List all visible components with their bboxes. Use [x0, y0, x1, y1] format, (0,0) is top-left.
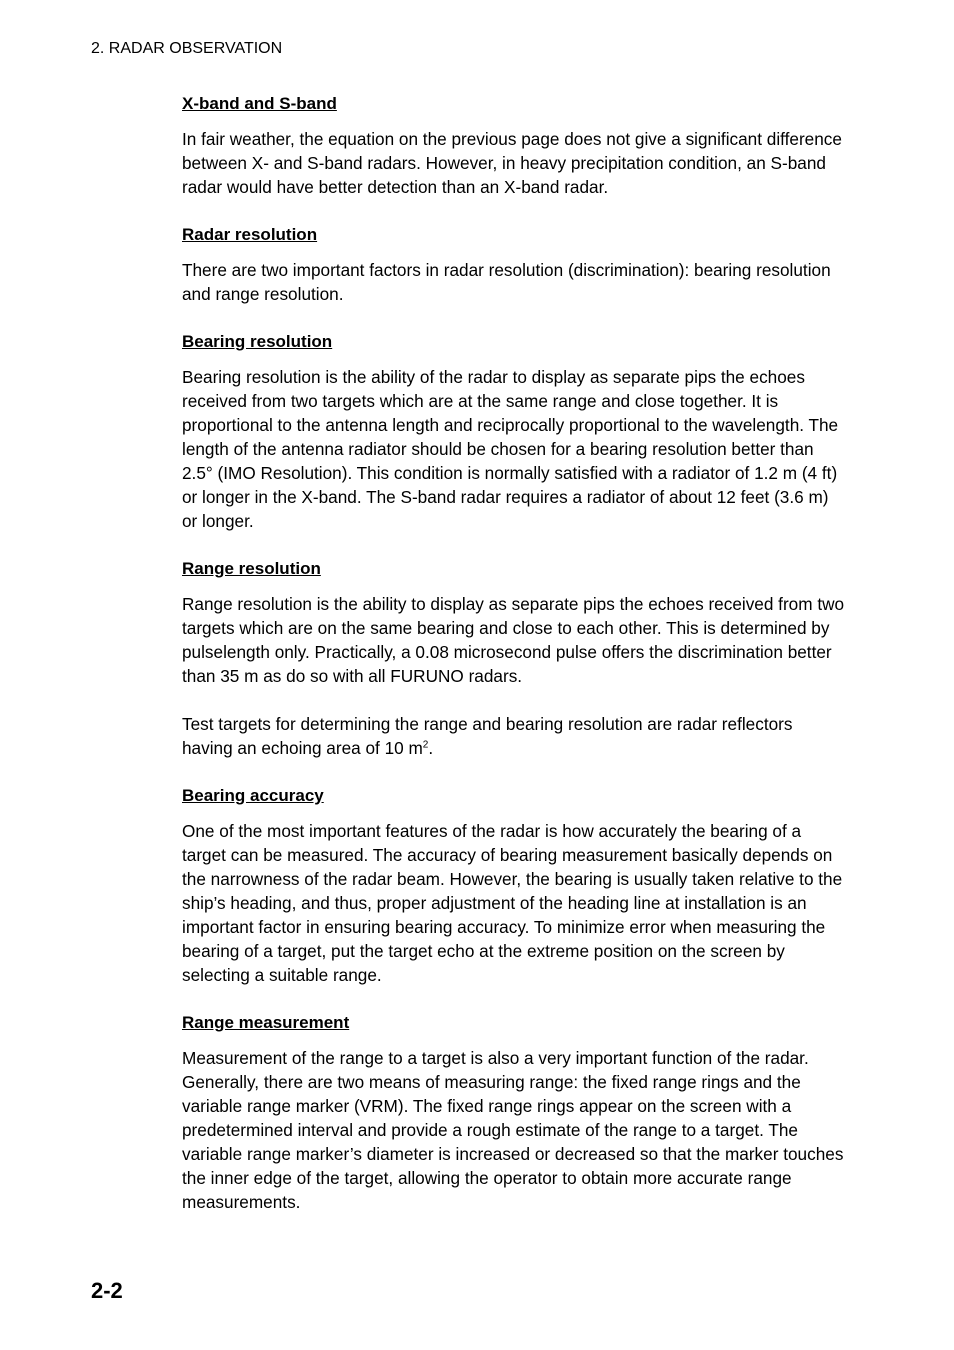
heading-bearing-accuracy: Bearing accuracy: [182, 786, 324, 805]
paragraph-bearing-accuracy: One of the most important features of the radar is how accurately the bearing of a target can be measured. The accuracy of bearing measurement basically depends on the narrowness of the radar beam. However, the bearing is usually taken relative to the ship’s heading, and thus, proper adjustment of the heading line at installation is an important factor in ensuring bearing accuracy. To minimize error when measuring the bearing of a target, put the target echo at the extreme position on the screen by selecting a suitable range.: [182, 821, 843, 985]
paragraph-bearing-resolution: Bearing resolution is the ability of the radar to display as separate pips the echoes received from two targets which are at the same range and close together. It is proportional to the antenna length and reciprocally proportional to the wavelength. The length of the antenna radiator should be chosen for a bearing resolution better than 2.5° (IMO Resolution). This condition is normally satisfied with a radiator of 1.2 m (4 ft) or longer in the X-band. The S-band radar requires a radiator of about 12 feet (3.6 m) or longer.: [182, 367, 839, 531]
test-targets-period: .: [428, 738, 434, 758]
superscript-squared: 2: [422, 739, 429, 751]
paragraph-range-measurement: Measurement of the range to a target is also a very important function of the radar. Generally, there are two means of measuring range: the fixed range rings and the variable range marker (VRM). The fixed range rings appear on the screen with a predetermined interval and provide a rough estimate of the range to a target. The variable range marker’s diameter is increased or decreased so that the marker touches the inner edge of the target, allowing the operator to obtain more accurate range measurements.: [182, 1048, 844, 1212]
test-targets-text: Test targets for determining the range and bearing resolution are radar reflectors having an echoing area of 10 m: [182, 714, 793, 758]
paragraph-range-resolution: Range resolution is the ability to display as separate pips the echoes received from two targets which are on the same bearing and close to each other. This is determined by pulselength only. Practically, a 0.08 microsecond pulse offers the discrimination better than 35 m as do so with all FURUNO radars.: [182, 594, 845, 686]
heading-range-resolution: Range resolution: [182, 559, 321, 578]
paragraph-test-targets: [182, 712, 847, 760]
heading-bearing-resolution: Bearing resolution: [182, 332, 333, 351]
heading-range-measurement: Range measurement: [182, 1013, 350, 1032]
paragraph-xband-sband: In fair weather, the equation on the previous page does not give a significant difference between X- and S-band radars. However, in heavy precipitation condition, an S-band radar would have better detection than an X-band radar.: [182, 129, 842, 197]
running-header: 2. RADAR OBSERVATION: [91, 40, 283, 57]
heading-xband-sband: X-band and S-band: [182, 94, 337, 113]
page-content: [182, 92, 847, 1238]
page-number: 2-2: [91, 1278, 123, 1303]
heading-radar-resolution: Radar resolution: [182, 225, 318, 244]
paragraph-radar-resolution: There are two important factors in radar resolution (discrimination): bearing resolution and range resolution.: [182, 260, 831, 304]
